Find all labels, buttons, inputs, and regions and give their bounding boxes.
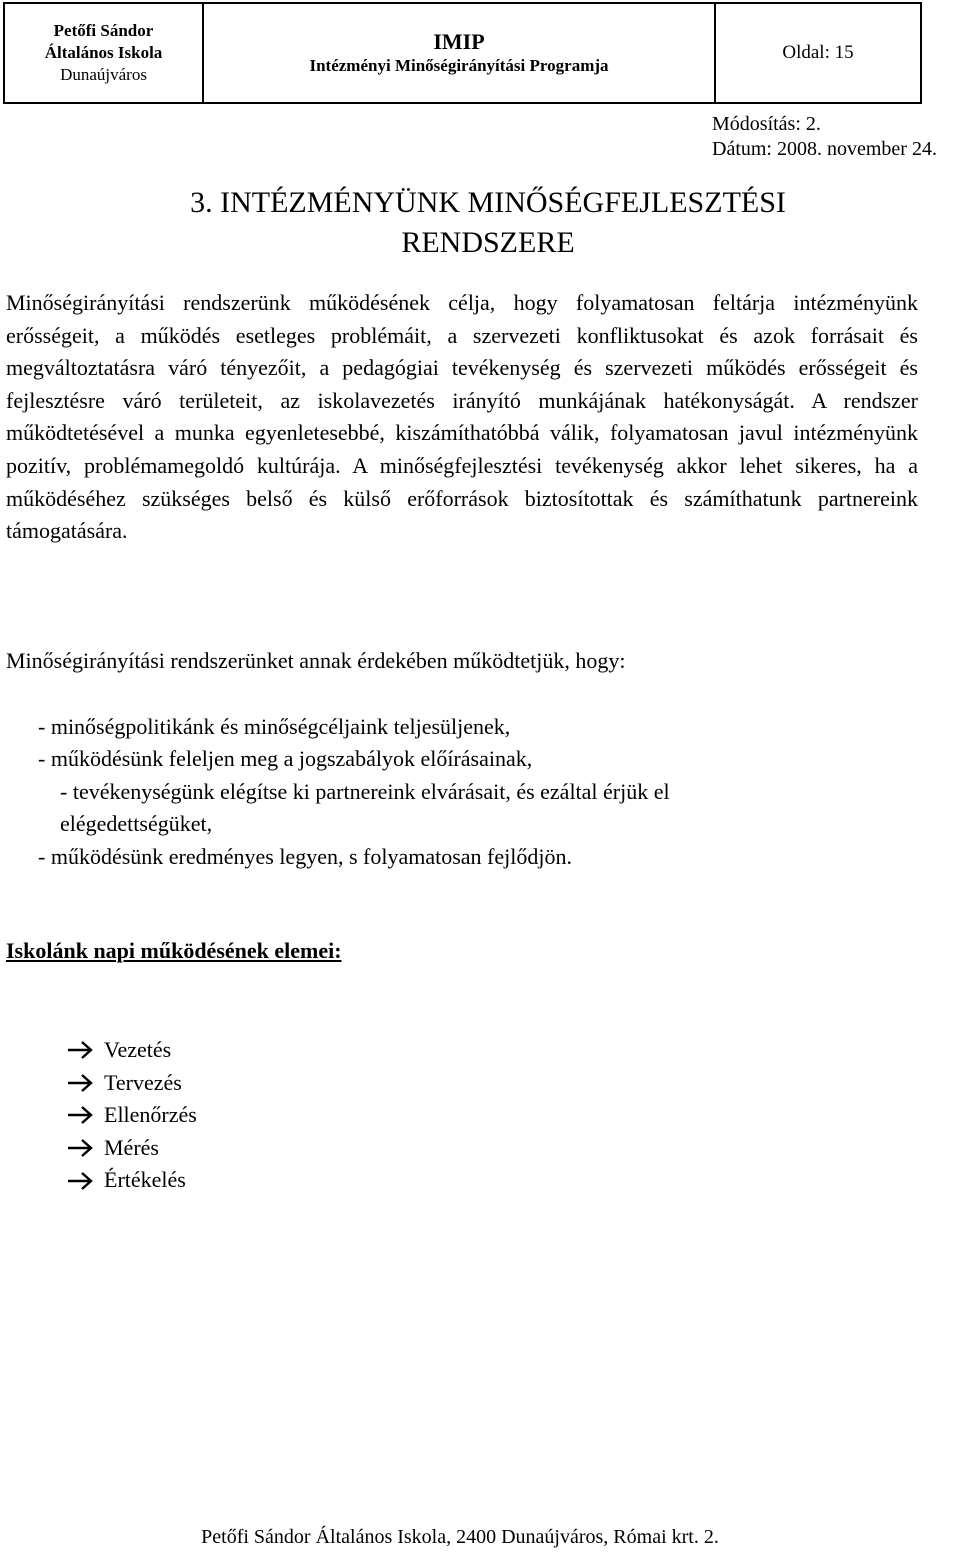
modification-label: Módosítás: 2. (712, 113, 821, 135)
school-city: Dunaújváros (60, 65, 147, 84)
list-item (66, 1132, 197, 1165)
goal-item: - minőségpolitikánk és minőségcéljaink teljesüljenek, (38, 714, 511, 739)
arrow-bullet-icon (66, 1137, 94, 1159)
page-number-cell (716, 4, 920, 102)
page-number: Oldal: 15 (782, 42, 854, 63)
list-item (66, 1099, 197, 1132)
element-label: Vezetés (104, 1037, 172, 1062)
page-header (3, 2, 922, 104)
arrow-bullet-icon (66, 1072, 94, 1094)
revision-info (712, 112, 937, 162)
page-footer: Petőfi Sándor Általános Iskola, 2400 Dunaújváros, Római krt. 2. (201, 1526, 719, 1548)
school-name-line1: Petőfi Sándor (53, 21, 154, 40)
paragraph-purpose: Minőségirányítási rendszerünk működésének célja, hogy folyamatosan feltárja intézményünk erősségeit, a működés esetleges problémáit, a szervezeti konfliktusokat és azok forrásait és megváltoztatásra váró tényezőit, a pedagógiai tevékenység és szervezeti működés erősségeit és fejlesztésre váró területeit, az iskolavezetés irányító munkájának hatékonyságát. A rendszer működtetésével a munka egyenletesebbé, kiszámíthatóbbá válik, folyamatosan javul intézményünk pozitív, problémamegoldó kultúrája. A minőségfejlesztési tevékenység akkor lehet sikeres, ha a működéséhez szükséges belső és külső erőforrások biztosítottak és számíthatunk partnereink támogatására. (6, 290, 918, 544)
paragraph-goals-intro: Minőségirányítási rendszerünket annak érdekében működtetjük, hogy: (6, 648, 626, 673)
arrow-bullet-icon (66, 1039, 94, 1061)
program-code: IMIP (433, 29, 485, 54)
section-title (138, 183, 838, 263)
section-title-line1: 3. INTÉZMÉNYÜNK MINŐSÉGFEJLESZTÉSI (190, 186, 786, 219)
goal-item-continuation: elégedettségüket, (60, 811, 213, 836)
elements-heading: Iskolánk napi működésének elemei: (6, 938, 342, 963)
section-title-line2: RENDSZERE (401, 226, 575, 259)
list-item (66, 1164, 197, 1197)
program-cell (204, 4, 716, 102)
element-label: Mérés (104, 1134, 159, 1160)
date-label: Dátum: 2008. november 24. (712, 138, 937, 160)
goal-item: - működésünk feleljen meg a jogszabályok előírásainak, (38, 746, 533, 771)
goal-item: - tevékenységünk elégítse ki partnereink elvárásait, és ezáltal érjük el (60, 779, 670, 804)
school-cell (5, 4, 204, 102)
arrow-bullet-icon (66, 1104, 94, 1126)
program-name: Intézményi Minőségirányítási Programja (309, 56, 609, 75)
element-label: Tervezés (104, 1069, 182, 1095)
arrow-bullet-icon (66, 1170, 94, 1192)
element-label: Értékelés (104, 1167, 186, 1193)
element-label: Ellenőrzés (104, 1102, 197, 1128)
goal-item: - működésünk eredményes legyen, s folyamatosan fejlődjön. (38, 844, 572, 869)
list-item (66, 1034, 197, 1067)
list-item (66, 1067, 197, 1100)
elements-list (66, 1034, 197, 1197)
school-name-line2: Általános Iskola (44, 43, 163, 62)
